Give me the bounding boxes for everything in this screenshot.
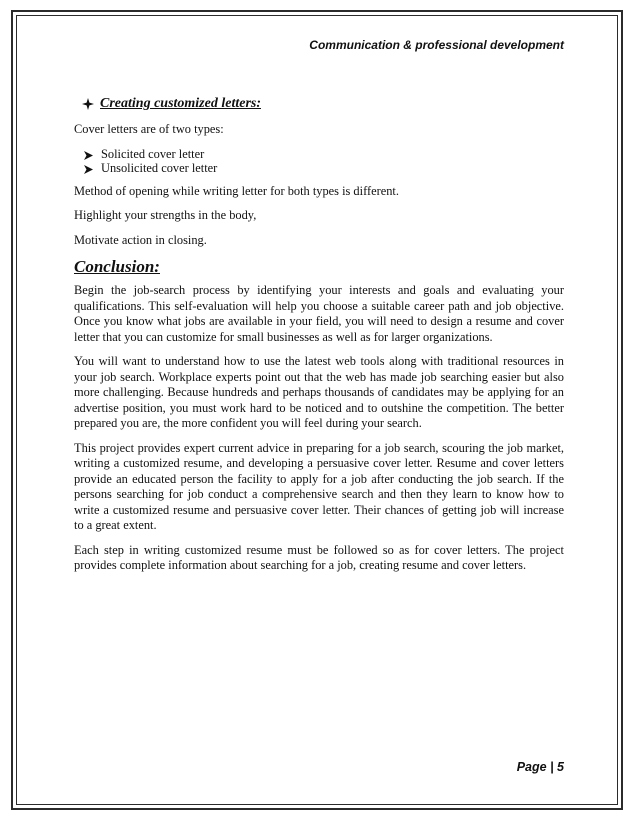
arrow-bullet-icon — [84, 149, 93, 158]
list-item — [84, 147, 564, 161]
list-item-text: Solicited cover letter — [101, 146, 205, 161]
running-header: Communication & professional development — [309, 38, 564, 52]
conclusion-paragraph: Each step in writing customized resume must be followed so as for cover letters. The project provides complete information about searching for a job, creating resume and cover letters. — [74, 542, 564, 572]
diamond-bullet-icon — [82, 98, 94, 110]
section-line: Motivate action in closing. — [74, 232, 207, 247]
conclusion-heading: Conclusion: — [74, 257, 160, 276]
arrow-bullet-icon — [84, 163, 93, 172]
conclusion-paragraph: This project provides expert current advice in preparing for a job search, scouring the job market, writing a customized resume, and developing a persuasive cover letter. Resume and cover letters provide an educated person the facility to apply for a job after conducting the job search. If the persons searching for job conduct a comprehensive search and then they learn to know how to write a customized resume and persuasive cover letter. Their chances of getting job will increase to a great extent. — [74, 440, 564, 532]
list-item-text: Unsolicited cover letter — [101, 160, 218, 175]
letter-types-list — [74, 147, 564, 175]
section-line: Highlight your strengths in the body, — [74, 208, 257, 222]
conclusion-paragraph: You will want to understand how to use the latest web tools along with traditional resources in your job search. Workplace experts point out that the web has made job searching easier but also more challenging. Because hundreds and perhaps thousands of candidates may be applying for an advertise position, you must work hard to be noticed and to outshine the competition. The better prepared you are, the more confident you will feel during your search. — [74, 354, 564, 430]
page-content — [74, 96, 564, 583]
page-number: Page | 5 — [516, 760, 564, 774]
section-line: Method of opening while writing letter for both types is different. — [74, 183, 399, 198]
section-heading — [82, 96, 564, 112]
conclusion-paragraph: Begin the job-search process by identifying your interests and goals and evaluating your qualifications. This self-evaluation will help you choose a suitable career path and job objective. Once you know what jobs are available in your field, you will need to design a resume and cover letter that you can customize for small businesses as well as for larger organizations. — [74, 283, 564, 344]
section-intro: Cover letters are of two types: — [74, 122, 224, 136]
list-item — [84, 161, 564, 175]
section-heading-text: Creating customized letters: — [100, 96, 261, 111]
